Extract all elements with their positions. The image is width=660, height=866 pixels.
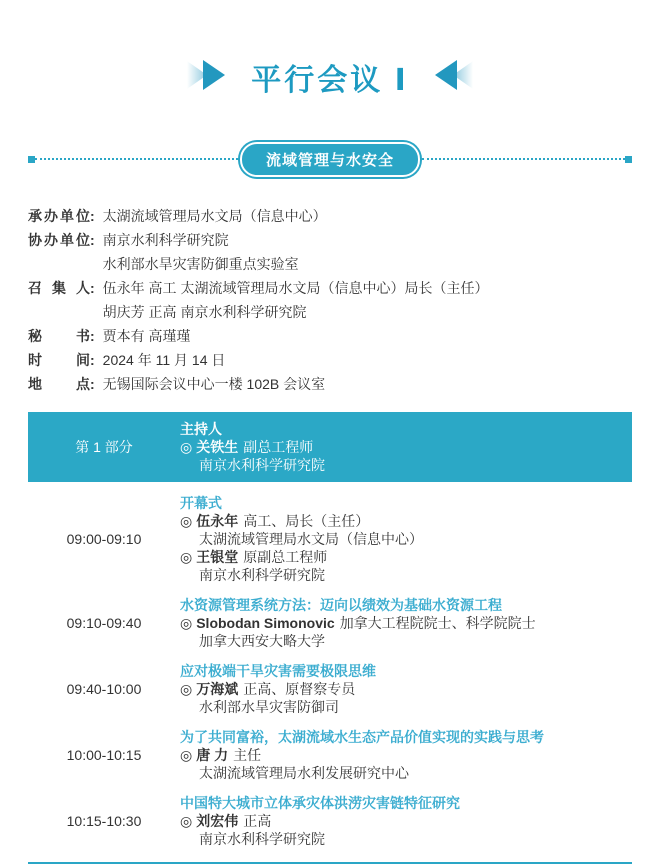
- page-title-row: [28, 56, 632, 98]
- info-colon: :: [90, 232, 95, 248]
- speaker-title: 主任: [233, 747, 262, 763]
- speaker-name: 唐 力: [196, 747, 229, 763]
- info-row-date: [28, 348, 632, 372]
- agenda-row: [28, 782, 632, 848]
- info-label: 协办单位: [28, 232, 90, 248]
- info-value: 太湖流域管理局水文局（信息中心）: [102, 208, 327, 224]
- speaker-affiliation: 太湖流域管理局水文局（信息中心）: [199, 531, 423, 547]
- speaker-line: [180, 746, 624, 764]
- divider-square-left-icon: [28, 156, 35, 163]
- speaker-affiliation: 加拿大西安大略大学: [199, 633, 325, 649]
- talk-title: 应对极端干旱灾害需要极限思维: [180, 663, 376, 679]
- speaker-line: [180, 680, 624, 698]
- agenda-part-label: 第 1 部分: [75, 439, 133, 455]
- speaker-bullet-icon: ◎: [180, 747, 193, 763]
- chair-name: 关铁生: [196, 439, 239, 455]
- agenda-time: 09:10-09:40: [66, 615, 142, 631]
- speaker-affiliation: 南京水利科学研究院: [199, 567, 325, 583]
- speaker-title: 高工、局长（主任）: [243, 513, 370, 529]
- info-colon: :: [90, 280, 95, 296]
- agenda-time: 10:15-10:30: [66, 813, 142, 829]
- speaker-bullet-icon: ◎: [180, 615, 193, 631]
- page-title: 平行会议 Ⅰ: [251, 64, 409, 97]
- info-colon: :: [90, 328, 95, 344]
- chair-role-label: 主持人: [180, 421, 222, 437]
- speaker-affiliation: 南京水利科学研究院: [199, 831, 325, 847]
- talk-title: 开幕式: [180, 495, 222, 511]
- speaker-name: 万海斌: [196, 681, 239, 697]
- info-colon: :: [90, 352, 95, 368]
- info-colon: :: [90, 376, 95, 392]
- info-value: 水利部水旱灾害防御重点实验室: [102, 256, 299, 272]
- chair-title: 副总工程师: [243, 439, 314, 455]
- speaker-line: [180, 812, 624, 830]
- agenda-row: [28, 584, 632, 650]
- info-value: 2024 年 11 月 14 日: [102, 352, 226, 368]
- agenda-row: [28, 716, 632, 782]
- speaker-line: [180, 548, 624, 566]
- speaker-bullet-icon: ◎: [180, 513, 193, 529]
- info-row-co-organizer: [28, 228, 632, 276]
- info-value: 贾本有 高瑾瑾: [102, 328, 191, 344]
- info-value: 无锡国际会议中心一楼 102B 会议室: [102, 376, 326, 392]
- info-label: 地点: [28, 376, 90, 392]
- title-arrow-right-icon: [429, 60, 475, 95]
- bottom-divider: [28, 862, 632, 864]
- speaker-bullet-icon: ◎: [180, 549, 193, 565]
- info-colon: :: [90, 208, 95, 224]
- talk-title: 中国特大城市立体承灾体洪涝灾害链特征研究: [180, 795, 460, 811]
- agenda-header-band: [28, 412, 632, 482]
- speaker-title: 加拿大工程院院士、科学院院士: [339, 615, 536, 631]
- info-row-conveners: [28, 276, 632, 324]
- speaker-bullet-icon: ◎: [180, 439, 193, 455]
- speaker-name: 伍永年: [196, 513, 239, 529]
- agenda-row: [28, 650, 632, 716]
- speaker-line: [180, 512, 624, 530]
- agenda-time: 10:00-10:15: [66, 747, 142, 763]
- agenda-time: 09:40-10:00: [66, 681, 142, 697]
- title-arrow-left-icon: [185, 60, 231, 95]
- speaker-bullet-icon: ◎: [180, 813, 193, 829]
- speaker-affiliation: 太湖流域管理局水利发展研究中心: [199, 765, 409, 781]
- info-label: 承办单位: [28, 208, 90, 224]
- chair-line: [180, 438, 624, 456]
- chair-affiliation: 南京水利科学研究院: [199, 457, 325, 473]
- talk-title: 为了共同富裕，太湖流域水生态产品价值实现的实践与思考: [180, 729, 544, 745]
- talk-title: 水资源管理系统方法：迈向以绩效为基础水资源工程: [180, 597, 502, 613]
- speaker-title: 正高: [243, 813, 272, 829]
- speaker-title: 正高、原督察专员: [243, 681, 356, 697]
- session-tag-pill: 流域管理与水安全: [240, 142, 420, 177]
- speaker-line: [180, 614, 624, 632]
- agenda-time: 09:00-09:10: [66, 531, 142, 547]
- info-value: 伍永年 高工 太湖流域管理局水文局（信息中心）局长（主任）: [102, 280, 489, 296]
- agenda-row: [28, 482, 632, 584]
- speaker-name: Slobodan Simonovic: [196, 615, 335, 631]
- info-row-secretaries: [28, 324, 632, 348]
- speaker-name: 刘宏伟: [196, 813, 239, 829]
- info-label: 秘书: [28, 328, 90, 344]
- divider-square-right-icon: [625, 156, 632, 163]
- info-row-venue: [28, 372, 632, 396]
- agenda-table: [28, 412, 632, 848]
- session-divider: [28, 142, 632, 176]
- session-info-block: [28, 204, 632, 396]
- info-value: 南京水利科学研究院: [102, 232, 229, 248]
- divider-dotted-line-right: [422, 158, 625, 160]
- info-value: 胡庆芳 正高 南京水利科学研究院: [102, 304, 307, 320]
- speaker-name: 王银堂: [196, 549, 239, 565]
- speaker-affiliation: 水利部水旱灾害防御司: [199, 699, 339, 715]
- info-label: 召集人: [28, 280, 90, 296]
- speaker-title: 原副总工程师: [243, 549, 328, 565]
- info-row-organizer: [28, 204, 632, 228]
- speaker-bullet-icon: ◎: [180, 681, 193, 697]
- divider-dotted-line-left: [35, 158, 238, 160]
- info-label: 时间: [28, 352, 90, 368]
